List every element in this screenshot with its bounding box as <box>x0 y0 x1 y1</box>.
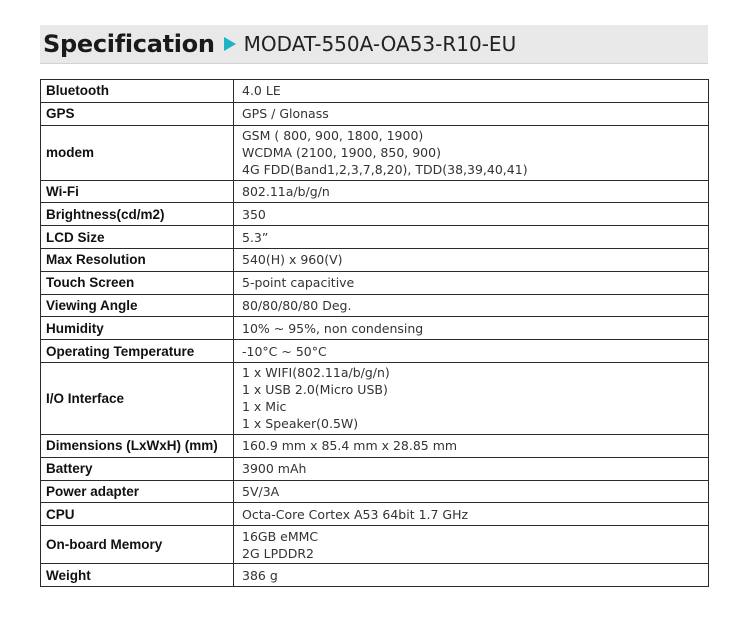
spec-value <box>234 226 709 249</box>
spec-label: modem <box>41 125 234 180</box>
spec-row <box>41 340 709 363</box>
spec-value <box>234 180 709 203</box>
spec-row <box>41 271 709 294</box>
spec-value-line: Octa-Core Cortex A53 64bit 1.7 GHz <box>242 506 469 522</box>
spec-value <box>234 125 709 180</box>
spec-label: Weight <box>41 564 234 587</box>
spec-row <box>41 226 709 249</box>
spec-value <box>234 294 709 317</box>
page-title: Specification <box>43 30 215 58</box>
spec-label: GPS <box>41 102 234 125</box>
spec-value-line: 5-point capacitive <box>242 275 355 291</box>
spec-row <box>41 434 709 457</box>
spec-value-line: GPS / Glonass <box>242 106 329 122</box>
spec-value-line: 5V/3A <box>242 483 280 499</box>
spec-value <box>234 362 709 434</box>
spec-row <box>41 203 709 226</box>
spec-row <box>41 503 709 526</box>
spec-row <box>41 564 709 587</box>
spec-value-line: 1 x Speaker(0.5W) <box>242 416 359 432</box>
spec-label: Power adapter <box>41 480 234 503</box>
spec-value-line: -10°C ~ 50°C <box>242 343 327 359</box>
spec-value-line: 80/80/80/80 Deg. <box>242 297 352 313</box>
spec-value-line: 4.0 LE <box>242 83 281 99</box>
spec-value <box>234 271 709 294</box>
spec-row <box>41 102 709 125</box>
spec-label: Dimensions (LxWxH) (mm) <box>41 434 234 457</box>
spec-label: Battery <box>41 457 234 480</box>
spec-value <box>234 526 709 564</box>
spec-value <box>234 503 709 526</box>
spec-value-line: 1 x USB 2.0(Micro USB) <box>242 382 388 398</box>
spec-value-line: WCDMA (2100, 1900, 850, 900) <box>242 145 441 161</box>
spec-row <box>41 294 709 317</box>
spec-value-line: 1 x WIFI(802.11a/b/g/n) <box>242 365 390 381</box>
spec-value <box>234 102 709 125</box>
spec-table <box>40 79 709 587</box>
spec-row <box>41 180 709 203</box>
spec-row <box>41 526 709 564</box>
spec-label: Viewing Angle <box>41 294 234 317</box>
spec-value-line: 5.3” <box>242 229 269 245</box>
spec-label: I/O Interface <box>41 362 234 434</box>
spec-label: Brightness(cd/m2) <box>41 203 234 226</box>
spec-label: Bluetooth <box>41 80 234 103</box>
spec-value <box>234 480 709 503</box>
spec-value <box>234 248 709 271</box>
spec-label: Wi-Fi <box>41 180 234 203</box>
spec-value-line: 2G LPDDR2 <box>242 545 315 561</box>
spec-value <box>234 80 709 103</box>
spec-value-line: 4G FDD(Band1,2,3,7,8,20), TDD(38,39,40,41) <box>242 162 528 178</box>
spec-value <box>234 340 709 363</box>
spec-value-line: 10% ~ 95%, non condensing <box>242 320 424 336</box>
spec-row <box>41 480 709 503</box>
spec-value <box>234 203 709 226</box>
spec-value-line: GSM ( 800, 900, 1800, 1900) <box>242 128 424 144</box>
spec-value-line: 160.9 mm x 85.4 mm x 28.85 mm <box>242 438 458 454</box>
spec-row <box>41 362 709 434</box>
spec-value-line: 386 g <box>242 567 278 583</box>
arrow-right-icon <box>224 37 236 51</box>
spec-value-line: 16GB eMMC <box>242 528 319 544</box>
spec-row <box>41 457 709 480</box>
spec-value <box>234 457 709 480</box>
spec-label: Max Resolution <box>41 248 234 271</box>
spec-label: On-board Memory <box>41 526 234 564</box>
spec-value <box>234 564 709 587</box>
spec-label: LCD Size <box>41 226 234 249</box>
spec-label: CPU <box>41 503 234 526</box>
spec-value-line: 350 <box>242 206 266 222</box>
spec-value-line: 802.11a/b/g/n <box>242 183 330 199</box>
spec-header <box>40 25 708 64</box>
spec-value-line: 1 x Mic <box>242 399 287 415</box>
spec-label: Operating Temperature <box>41 340 234 363</box>
spec-value-line: 540(H) x 960(V) <box>242 252 343 268</box>
spec-label: Touch Screen <box>41 271 234 294</box>
spec-row <box>41 317 709 340</box>
spec-label: Humidity <box>41 317 234 340</box>
spec-value-line: 3900 mAh <box>242 461 307 477</box>
spec-value <box>234 317 709 340</box>
spec-row <box>41 125 709 180</box>
model-number: MODAT-550A-OA53-R10-EU <box>243 32 517 56</box>
spec-value <box>234 434 709 457</box>
spec-row <box>41 248 709 271</box>
spec-row <box>41 80 709 103</box>
